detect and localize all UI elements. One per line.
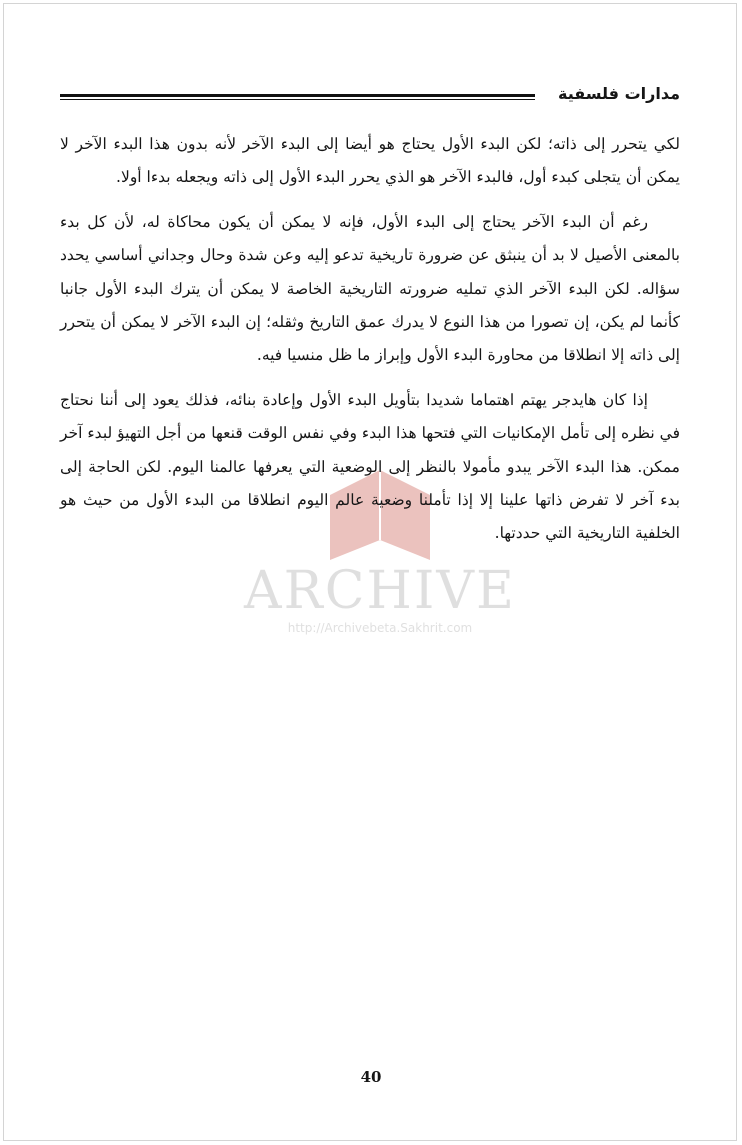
paragraph-1: لكي يتحرر إلى ذاته؛ لكن البدء الأول يحتاج هو أيضا إلى البدء الآخر لأنه بدون هذا البدء الآخر لا يمكن أن يتجلى كبدء أول، فالبدء الآخر هو الذي يحرر البدء الأول إلى ذاته ويجعله بدءا أولا. <box>60 135 680 187</box>
body-text <box>60 128 680 562</box>
running-title: مدارات فلسفية <box>557 84 680 103</box>
running-header <box>60 86 680 108</box>
paragraph-3: إذا كان هايدجر يهتم اهتماما شديدا بتأويل البدء الأول وإعادة بنائه، فذلك يعود إلى أننا نحتاج في نظره إلى تأمل الإمكانيات التي فتحها هذا البدء وفي نفس الوقت قنعها من أجل التهيؤ لبدء آخر ممكن. هذا البدء الآخر يبدو مأمولا بالنظر إلى الوضعية التي يعرفها عالمنا اليوم. لكن الحاجة إلى بدء آخر لا تفرض ذاتها علينا إلا إذا تأملنا وضعية عالم اليوم انطلاقا من البدء الأول من حيث هو الخلفية التاريخية التي حددتها. <box>60 390 680 543</box>
header-rule-thick <box>60 94 535 97</box>
watermark-label: ARCHIVE <box>244 561 516 621</box>
paragraph-2: رغم أن البدء الآخر يحتاج إلى البدء الأول، فإنه لا يمكن أن يكون محاكاة له، لأن كل بدء بالمعنى الأصيل لا بد أن ينبثق عن ضرورة تاريخية تدعو إليه وعن شدة وحال وجداني أساسي يحدد سؤاله. لكن البدء الآخر الذي تمليه ضرورته التاريخية الخاصة لا يمكن أن يترك البدء الأول جانبا كأنما لم يكن، إن تصورا من هذا النوع لا يدرك عمق التاريخ وثقله؛ إن البدء الآخر لا يمكن أن يتحرر إلى ذاته إلا انطلاقا من محاورة البدء الأول وإبراز ما ظل منسيا فيه. <box>60 212 680 365</box>
page-number: 40 <box>360 1068 382 1086</box>
header-rule-thin <box>60 99 535 100</box>
watermark-url: http://Archivebeta.Sakhrit.com <box>287 621 473 635</box>
